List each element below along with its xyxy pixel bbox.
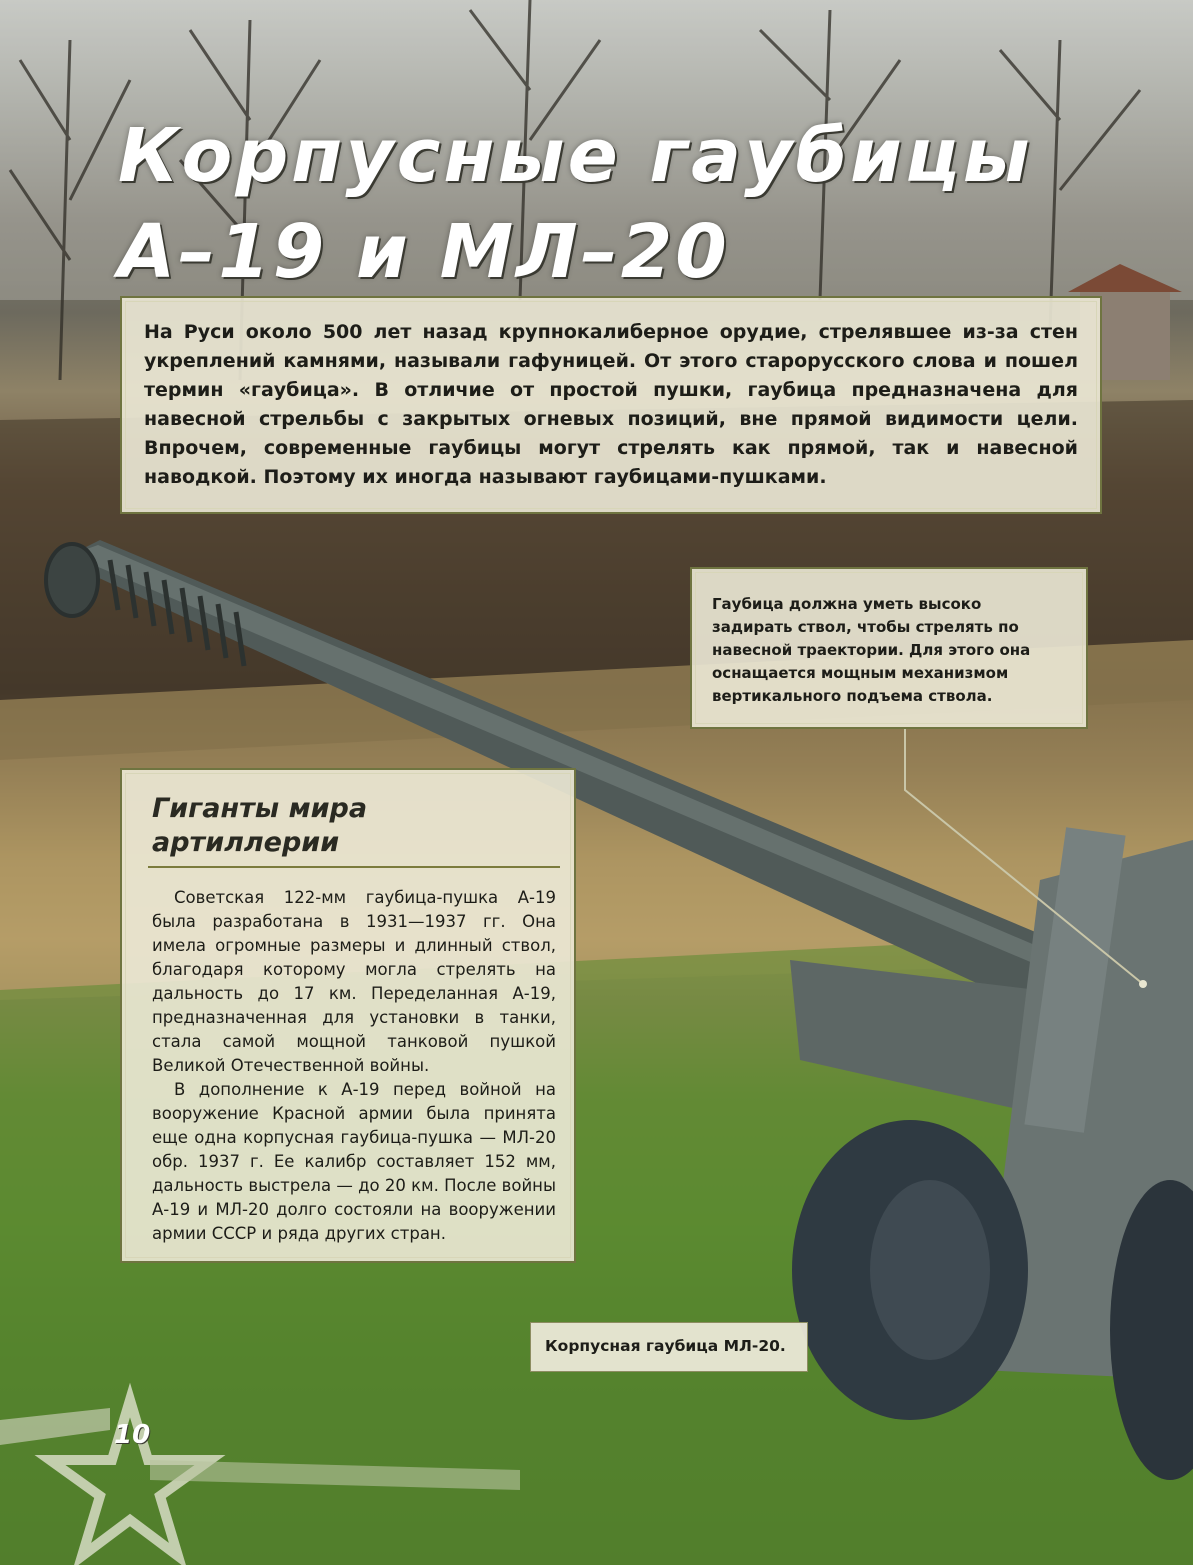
callout-box xyxy=(690,567,1088,729)
caption-box xyxy=(530,1322,808,1372)
page-title-line-1: Корпусные гаубицы xyxy=(118,113,1033,199)
page-title-line-2: А–19 и МЛ–20 xyxy=(118,209,730,295)
sidebar-paragraph-2: В дополнение к А-19 перед войной на вооружение Красной армии была принята еще одна корпусная гаубица-пушка — МЛ-20 обр. 1937 г. Ее калибр составляет 152 мм, дальность выстрела — до 20 км. После войны А-19 и МЛ-20 долго состояли на вооружении армии СССР и ряда других стран. xyxy=(152,1080,556,1243)
callout-text: Гаубица должна уметь высоко задирать ствол, чтобы стрелять по навесной траектории. Для этого она оснащается мощным механизмом вертикального подъема ствола. xyxy=(712,595,1031,705)
sidebar-box xyxy=(120,768,576,1263)
sidebar-heading-line-2: артиллерии xyxy=(152,827,340,858)
sidebar-divider xyxy=(148,866,560,868)
page-title xyxy=(118,108,1118,300)
intro-text: На Руси около 500 лет назад крупнокалиберное орудие, стрелявшее из-за стен укреплений камнями, называли гафуницей. От этого старорусского слова и пошел термин «гаубица». В отличие от простой пушки, гаубица предназначена для навесной стрельбы с закрытых огневых позиций, вне прямой видимости цели. Впрочем, современные гаубицы могут стрелять как прямой, так и навесной наводкой. Поэтому их иногда называют гаубицами-пушками. xyxy=(144,321,1078,488)
wheel-hub xyxy=(870,1180,990,1360)
page-number: 10 xyxy=(114,1420,151,1450)
muzzle xyxy=(46,544,98,616)
intro-box xyxy=(120,296,1102,514)
sidebar-heading xyxy=(152,792,556,860)
sidebar-heading-line-1: Гиганты мира xyxy=(152,793,368,824)
caption-text: Корпусная гаубица МЛ-20. xyxy=(545,1337,786,1355)
sidebar-paragraph-1: Советская 122-мм гаубица-пушка А-19 была разработана в 1931—1937 гг. Она имела огромные размеры и длинный ствол, благодаря которому могла стрелять на дальность до 17 км. Переделанная А-19, предназначенная для установки в танки, стала самой мощной танковой пушкой Великой Отечественной войны. xyxy=(152,888,556,1075)
